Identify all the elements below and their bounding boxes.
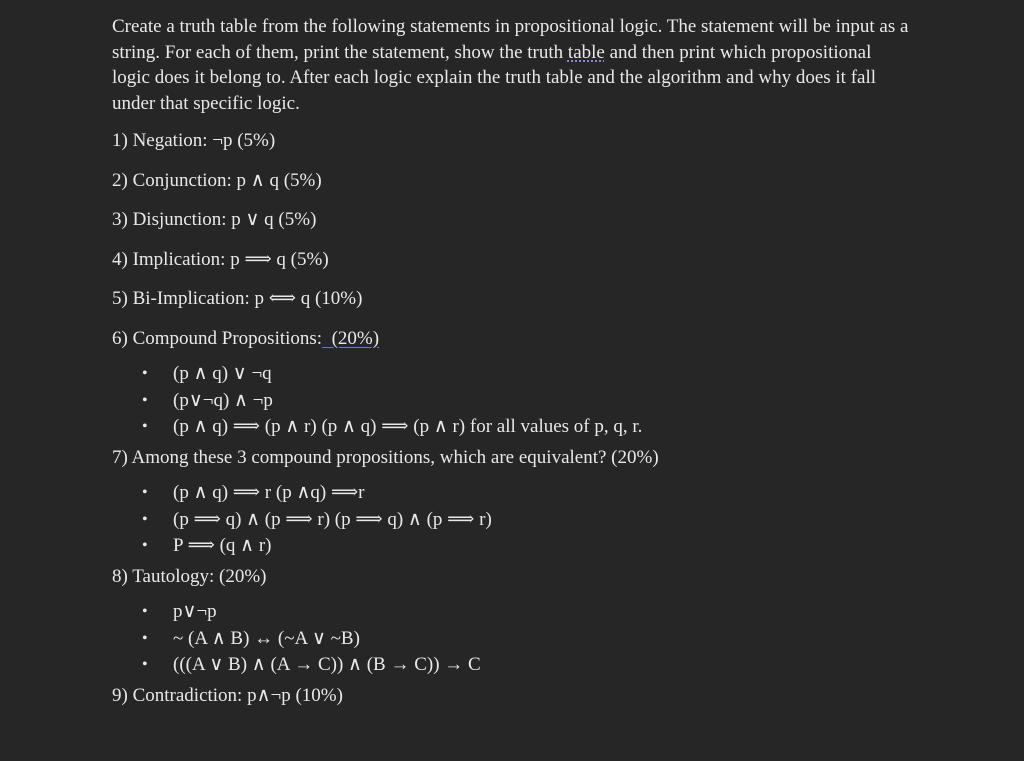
misspelled-word[interactable]: table (567, 41, 605, 63)
bullet-icon: • (142, 603, 148, 620)
bullet-icon: • (142, 391, 148, 409)
compound-percent: (20%) (331, 327, 380, 349)
list-item (112, 507, 912, 534)
document-body (112, 14, 912, 722)
compound-list (112, 361, 912, 441)
equivalence-heading: 7) Among these 3 compound propositions, which are equivalent? (20%) (112, 446, 659, 468)
list-item (112, 388, 912, 415)
equivalence-list (112, 480, 912, 560)
list-item (112, 414, 912, 441)
list-item-text: (p ∧ q) ⟹ (p ∧ r) (p ∧ q) ⟹ (p ∧ r) for all values of p, q, r. (173, 416, 643, 437)
contradiction-heading: 9) Contradiction: p∧¬p (10%) (112, 684, 343, 706)
bullet-icon: • (142, 484, 148, 501)
list-item-text: (((A ∨ B) ∧ (A → C)) ∧ (B → C)) → C (173, 654, 481, 675)
list-item-text: (p ∧ q) ∨ ¬q (173, 363, 272, 384)
intro-paragraph (112, 14, 912, 116)
item-disjunction: 3) Disjunction: p ∨ q (5%) (112, 209, 317, 230)
list-item-text: (p ⟹ q) ∧ (p ⟹ r) (p ⟹ q) ∧ (p ⟹ r) (173, 508, 492, 530)
list-item-text: (p∨¬q) ∧ ¬p (173, 389, 273, 411)
list-item (112, 533, 912, 560)
list-item (112, 652, 912, 679)
list-item-text: (p ∧ q) ⟹ r (p ∧q) ⟹r (173, 482, 365, 503)
list-item (112, 599, 912, 626)
compound-label: 6) Compound Propositions: (112, 327, 323, 349)
bullet-icon: • (142, 510, 148, 528)
list-item-text: ~ (A ∧ B) ↔ (~A ∨ ~B) (173, 627, 360, 649)
list-item (112, 626, 912, 653)
list-item-text: P ⟹ (q ∧ r) (173, 535, 272, 556)
list-item-text: p∨¬p (173, 601, 217, 622)
item-implication: 4) Implication: p ⟹ q (5%) (112, 248, 329, 270)
bullet-icon: • (142, 418, 148, 435)
bullet-icon: • (142, 537, 148, 554)
list-item (112, 361, 912, 388)
tautology-list (112, 599, 912, 679)
bullet-icon: • (142, 629, 148, 647)
intro-part-1: Create a truth table from the following statements in propositional logic. The statement will be input as a string. For each of them, print the statement, show the truth (112, 16, 909, 63)
tautology-heading: 8) Tautology: (20%) (112, 565, 267, 587)
compound-propositions-heading (112, 326, 912, 352)
compound-gap (322, 328, 332, 349)
bullet-icon: • (142, 365, 148, 382)
intro-part-2: and then print which propositional logic does it belong to. After each logic explain the truth table and the algorithm and why does it fall under that specific logic. (112, 41, 877, 114)
list-item (112, 480, 912, 507)
item-bi-implication: 5) Bi-Implication: p ⟺ q (10%) (112, 288, 363, 309)
item-negation: 1) Negation: ¬p (5%) (112, 130, 276, 151)
item-conjunction: 2) Conjunction: p ∧ q (5%) (112, 169, 322, 191)
bullet-icon: • (142, 656, 148, 673)
